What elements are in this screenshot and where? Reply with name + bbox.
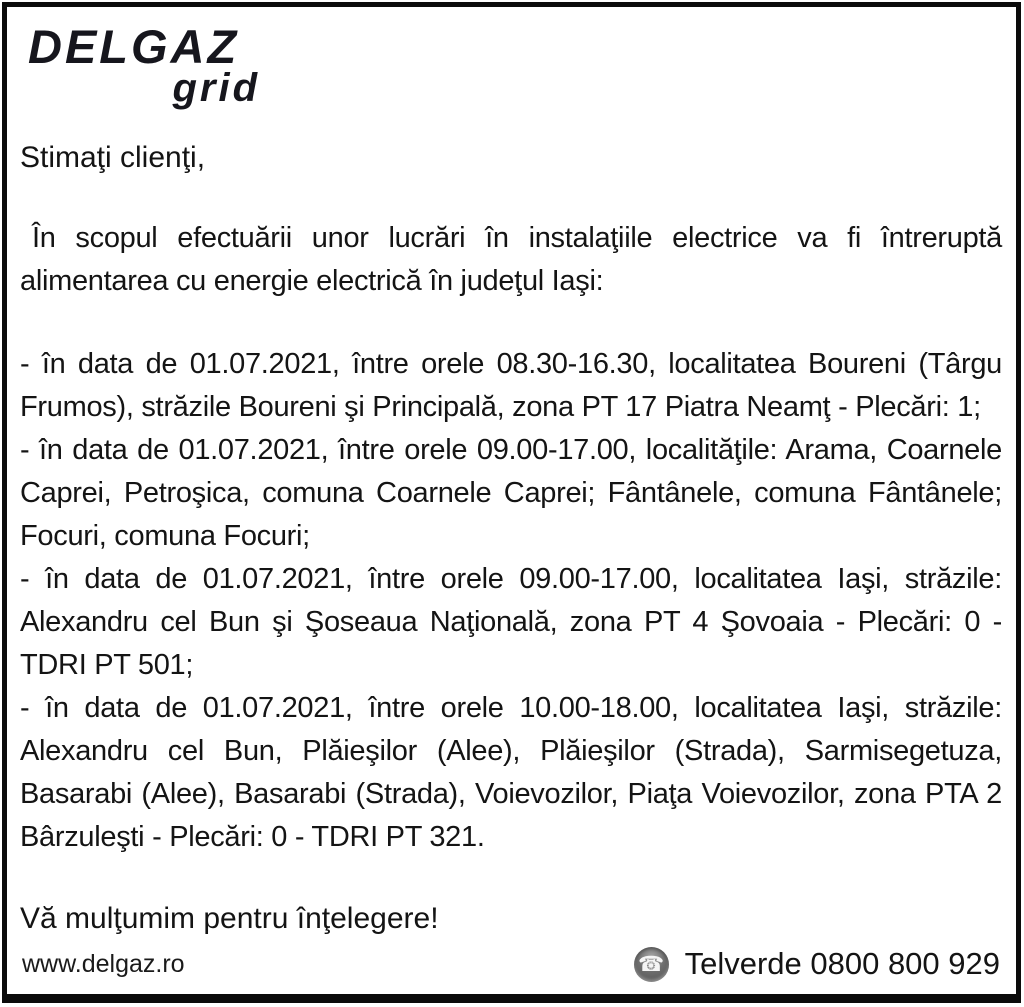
phone-block [634, 946, 1000, 982]
website-text: www.delgaz.ro [22, 949, 185, 978]
intro-paragraph: În scopul efectuării unor lucrări în instalaţiile electrice va fi întreruptă alimentarea cu energie electrică în judeţul Iaşi: [20, 222, 1002, 297]
greeting-text: Stimaţi clienţi, [20, 141, 206, 174]
delgaz-grid-logo [28, 20, 266, 110]
header [20, 17, 1002, 108]
footer [20, 946, 1002, 984]
telephone-icon: ☎ [634, 947, 669, 982]
announcement-page [2, 2, 1021, 1003]
announcement-body [20, 108, 1002, 940]
logo-brand-text: DELGAZ [28, 20, 240, 73]
outage-item-1: - în data de 01.07.2021, între orele 08.30-16.30, localitatea Boureni (Târgu Frumos), străzile Boureni şi Principală, zona PT 17 Piatra Neamţ - Plecări: 1; [20, 348, 1002, 423]
closing-message: Vă mulţumim pentru înţelegere! [20, 902, 439, 935]
outage-item-4: - în data de 01.07.2021, între orele 10.00-18.00, localitatea Iaşi, străzile: Alexandru cel Bun, Plăieşilor (Alee), Plăieşilor (Strada), Sarmisegetuza, Basarabi (Alee), Basarabi (Strada), Voievozilor, Piaţa Voievozilor, zona PTA 2 Bârzuleşti - Plecări: 0 - TDRI PT 321. [20, 692, 1002, 853]
outage-item-3: - în data de 01.07.2021, între orele 09.00-17.00, localitatea Iaşi, străzile: Alexandru cel Bun şi Şoseaua Naţională, zona PT 4 Şovoaia - Plecări: 0 - TDRI PT 501; [20, 563, 1002, 681]
phone-number-text: Telverde 0800 800 929 [684, 946, 1000, 981]
outage-item-2: - în data de 01.07.2021, între orele 09.00-17.00, localităţile: Arama, Coarnele Caprei, Petroşica, comuna Coarnele Caprei; Fântânele, comuna Fântânele; Focuri, comuna Focuri; [20, 434, 1002, 552]
logo-sub-brand-text: grid [172, 66, 260, 110]
outage-list [20, 343, 1002, 859]
